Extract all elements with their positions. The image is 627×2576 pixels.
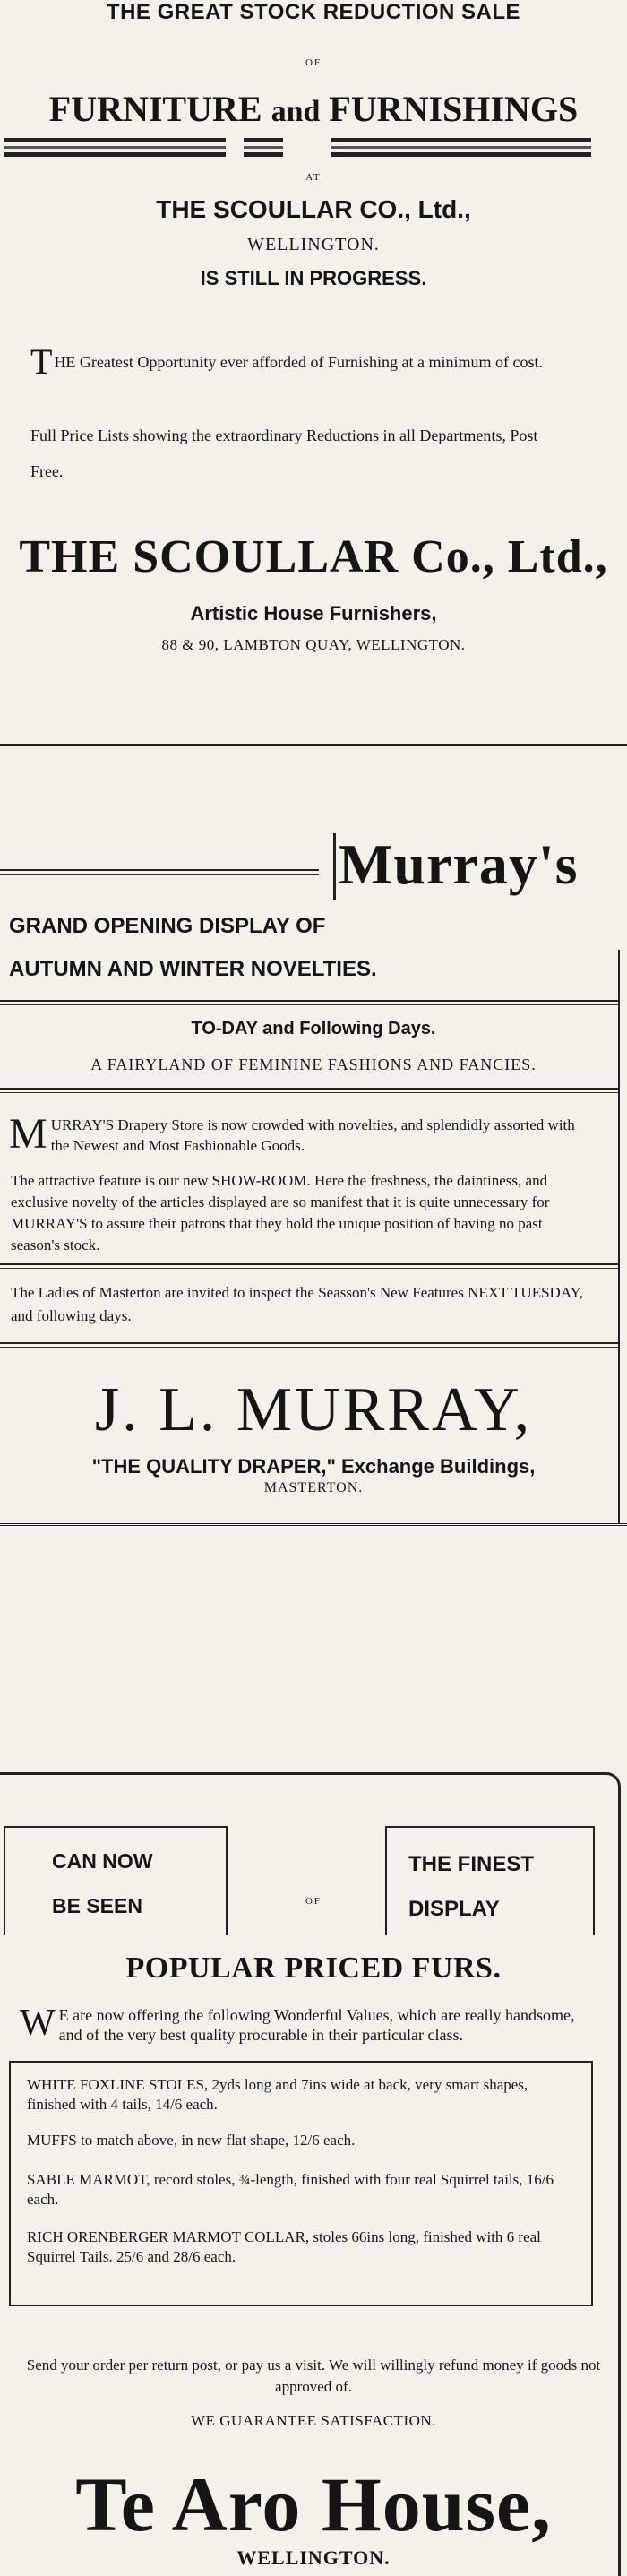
- decorative-bars: [0, 134, 627, 161]
- list-item: WHITE FOXLINE STOLES, 2yds long and 7ins wide at back, very smart shapes, finished with 4 tails, 14/6 each.: [27, 2076, 528, 2113]
- fairyland-line: A FAIRYLAND OF FEMININE FASHIONS AND FANCIES.: [90, 1055, 537, 1073]
- list-item: RICH ORENBERGER MARMOT COLLAR, stoles 66ins long, finished with 6 real Squirrel Tails. 25/6 and 28/6 each.: [27, 2228, 541, 2265]
- paragraph-text: E are now offering the following Wonderful Values, which are really handsome, and of the very best quality procurable in their particular class.: [58, 2006, 575, 2044]
- vertical-rule: [618, 950, 620, 1523]
- list-item: MUFFS to match above, in new flat shape, 12/6 each.: [27, 2132, 356, 2149]
- divider: [0, 869, 319, 871]
- tagline: "THE QUALITY DRAPER," Exchange Buildings,: [91, 1455, 536, 1478]
- today-line: TO-DAY and Following Days.: [191, 1019, 436, 1038]
- divider: [0, 1000, 618, 1002]
- can-line-2: BE SEEN: [52, 1894, 142, 1917]
- of-label: OF: [305, 1896, 322, 1907]
- furnishings-word: FURNISHINGS: [329, 89, 579, 129]
- send-order-text: Send your order per return post, or pay us a visit. We will willingly refund money if goods not approved of.: [26, 2356, 601, 2395]
- finest-line-2: DISPLAY: [408, 1897, 500, 1921]
- murray-name: J. L. MURRAY,: [94, 1375, 533, 1444]
- furniture-word: FURNITURE: [48, 89, 262, 129]
- company-name: THE SCOULLAR Co., Ltd.,: [19, 531, 608, 582]
- heading-line-1: GRAND OPENING DISPLAY OF: [9, 914, 326, 938]
- paragraph-text: HE Greatest Opportunity ever afforded of Furnishing at a minimum of cost.: [54, 353, 543, 371]
- finest-line-1: THE FINEST: [408, 1852, 535, 1876]
- vertical-rule: [333, 833, 336, 900]
- of-label: OF: [305, 57, 322, 68]
- divider: [0, 1088, 618, 1090]
- divider: [0, 1347, 618, 1348]
- city: WELLINGTON.: [236, 2546, 391, 2569]
- furs-heading: POPULAR PRICED FURS.: [125, 1951, 502, 1985]
- display-heading: [9, 905, 377, 991]
- divider: [0, 1004, 618, 1005]
- drop-cap: T: [30, 341, 53, 382]
- price-list: [9, 2061, 593, 2306]
- furniture-heading: [0, 88, 627, 130]
- finest-text: [408, 1842, 534, 1932]
- divider: [0, 1342, 618, 1344]
- murray-brand: Murray's: [339, 832, 579, 896]
- intro-paragraph: [20, 2005, 584, 2045]
- firm-name: THE SCOULLAR CO., Ltd.,: [156, 195, 471, 223]
- divider: [0, 1523, 627, 1526]
- tearo-name: Te Aro House,: [75, 2461, 552, 2547]
- divider: [0, 744, 627, 746]
- subtitle: Artistic House Furnishers,: [190, 602, 437, 625]
- drop-cap: W: [20, 2003, 56, 2044]
- paragraph-showroom: The attractive feature is our new SHOW-ROOM. Here the freshness, the daintiness, and exclusive novelty of the articles displayed are so manifest that it is quite unnecessary for MURRAY'S to assure their patrons that they hold the unique position of having no past season's stock.: [11, 1172, 550, 1254]
- city: WELLINGTON.: [247, 235, 380, 254]
- paragraph-store: [9, 1110, 582, 1158]
- address: 88 & 90, LAMBTON QUAY, WELLINGTON.: [161, 636, 466, 653]
- paragraph-invitation: The Ladies of Masterton are invited to inspect the Seasson's New Features NEXT TUESDAY, and following days.: [11, 1284, 583, 1324]
- paragraph-opportunity: [30, 342, 568, 382]
- guarantee-line: WE GUARANTEE SATISFACTION.: [191, 2412, 436, 2429]
- headline: THE GREAT STOCK REDUCTION SALE: [106, 0, 521, 24]
- drop-cap: M: [9, 1110, 47, 1158]
- town: MASTERTON.: [263, 1480, 364, 1495]
- divider: [0, 874, 319, 875]
- progress-line: IS STILL IN PROGRESS.: [200, 267, 427, 289]
- heading-line-2: AUTUMN AND WINTER NOVELTIES.: [9, 957, 377, 981]
- divider: [0, 1268, 618, 1269]
- list-item: SABLE MARMOT, record stoles, ¾-length, finished with four real Squirrel tails, 16/6 each.: [27, 2171, 554, 2208]
- and-word: and: [271, 95, 321, 128]
- divider: [0, 1092, 618, 1093]
- paragraph-price-lists: Full Price Lists showing the extraordinary Reductions in all Departments, Post Free.: [30, 426, 538, 480]
- divider: [0, 1263, 618, 1265]
- paragraph-text: URRAY'S Drapery Store is now crowded with novelties, and splendidly assorted with the Newest and Most Fashionable Goods.: [50, 1116, 575, 1154]
- can-now-text: [52, 1839, 152, 1928]
- at-label: AT: [305, 172, 322, 183]
- can-line-1: CAN NOW: [52, 1849, 153, 1873]
